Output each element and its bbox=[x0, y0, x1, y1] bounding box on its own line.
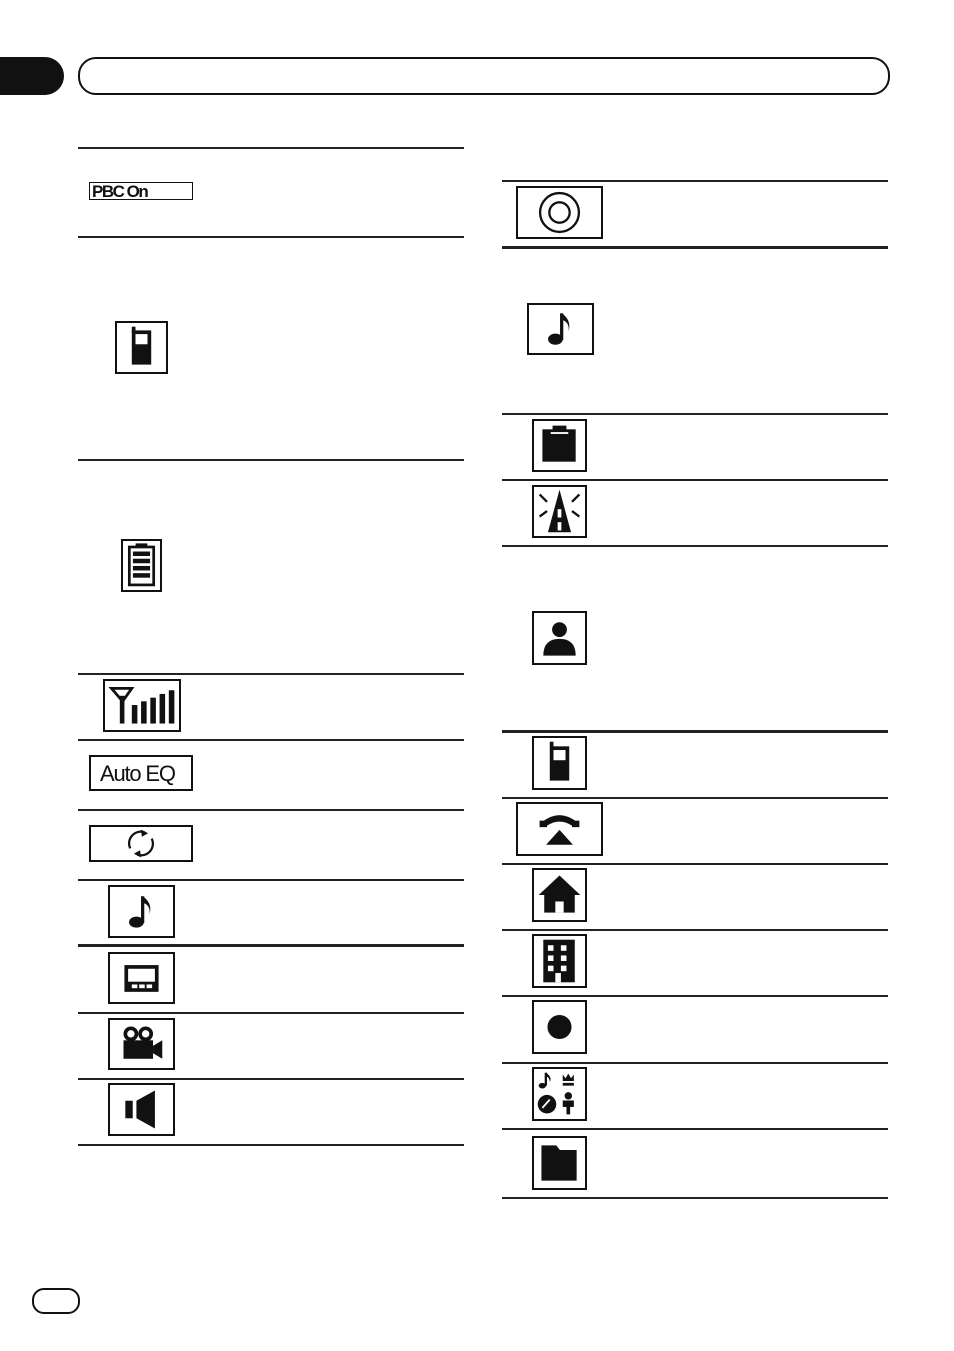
photo-frame-icon bbox=[108, 952, 175, 1004]
table-rule bbox=[78, 1078, 464, 1080]
table-rule bbox=[78, 1012, 464, 1014]
home-icon bbox=[532, 868, 587, 922]
table-rule bbox=[502, 797, 888, 799]
pbc-on-label: PBC On bbox=[92, 182, 148, 201]
table-rule bbox=[502, 1197, 888, 1199]
table-rule bbox=[78, 459, 464, 461]
table-rule bbox=[78, 809, 464, 811]
auto-eq-label: Auto EQ bbox=[100, 761, 175, 786]
music-note-icon bbox=[108, 885, 175, 938]
table-rule bbox=[78, 673, 464, 675]
signal-strength-icon bbox=[103, 679, 181, 732]
folder-icon bbox=[532, 1136, 587, 1190]
music-note-icon bbox=[527, 303, 594, 355]
table-rule bbox=[502, 929, 888, 931]
table-rule bbox=[78, 147, 464, 149]
table-rule bbox=[502, 180, 888, 182]
table-rule bbox=[78, 236, 464, 238]
hang-up-icon bbox=[516, 802, 603, 856]
phone-icon bbox=[115, 321, 168, 374]
table-rule bbox=[502, 863, 888, 865]
pbc-on-indicator bbox=[89, 182, 193, 200]
contact-person-icon bbox=[532, 611, 587, 665]
table-rule bbox=[502, 995, 888, 997]
table-rule bbox=[502, 413, 888, 415]
mobile-phone-icon bbox=[532, 736, 587, 790]
navigation-road-icon bbox=[532, 485, 587, 538]
table-rule bbox=[502, 246, 888, 249]
office-building-icon bbox=[532, 934, 587, 988]
genre-icons bbox=[532, 1067, 587, 1121]
clipboard-icon bbox=[532, 419, 587, 472]
repeat-icon bbox=[89, 825, 193, 862]
table-rule bbox=[502, 545, 888, 547]
table-rule bbox=[502, 1128, 888, 1130]
table-rule bbox=[502, 1062, 888, 1064]
table-rule bbox=[78, 1144, 464, 1146]
auto-eq-indicator bbox=[89, 755, 193, 791]
chapter-tab bbox=[0, 57, 64, 95]
table-rule bbox=[502, 479, 888, 481]
table-rule bbox=[502, 730, 888, 733]
record-dot-icon bbox=[532, 1000, 587, 1054]
page-number-badge bbox=[32, 1288, 80, 1314]
speaker-icon bbox=[108, 1083, 175, 1136]
section-title-bar bbox=[78, 57, 890, 95]
table-rule bbox=[78, 944, 464, 947]
table-rule bbox=[78, 739, 464, 741]
battery-icon bbox=[121, 539, 162, 592]
disc-icon bbox=[516, 186, 603, 239]
table-rule bbox=[78, 879, 464, 881]
video-camera-icon bbox=[108, 1018, 175, 1070]
